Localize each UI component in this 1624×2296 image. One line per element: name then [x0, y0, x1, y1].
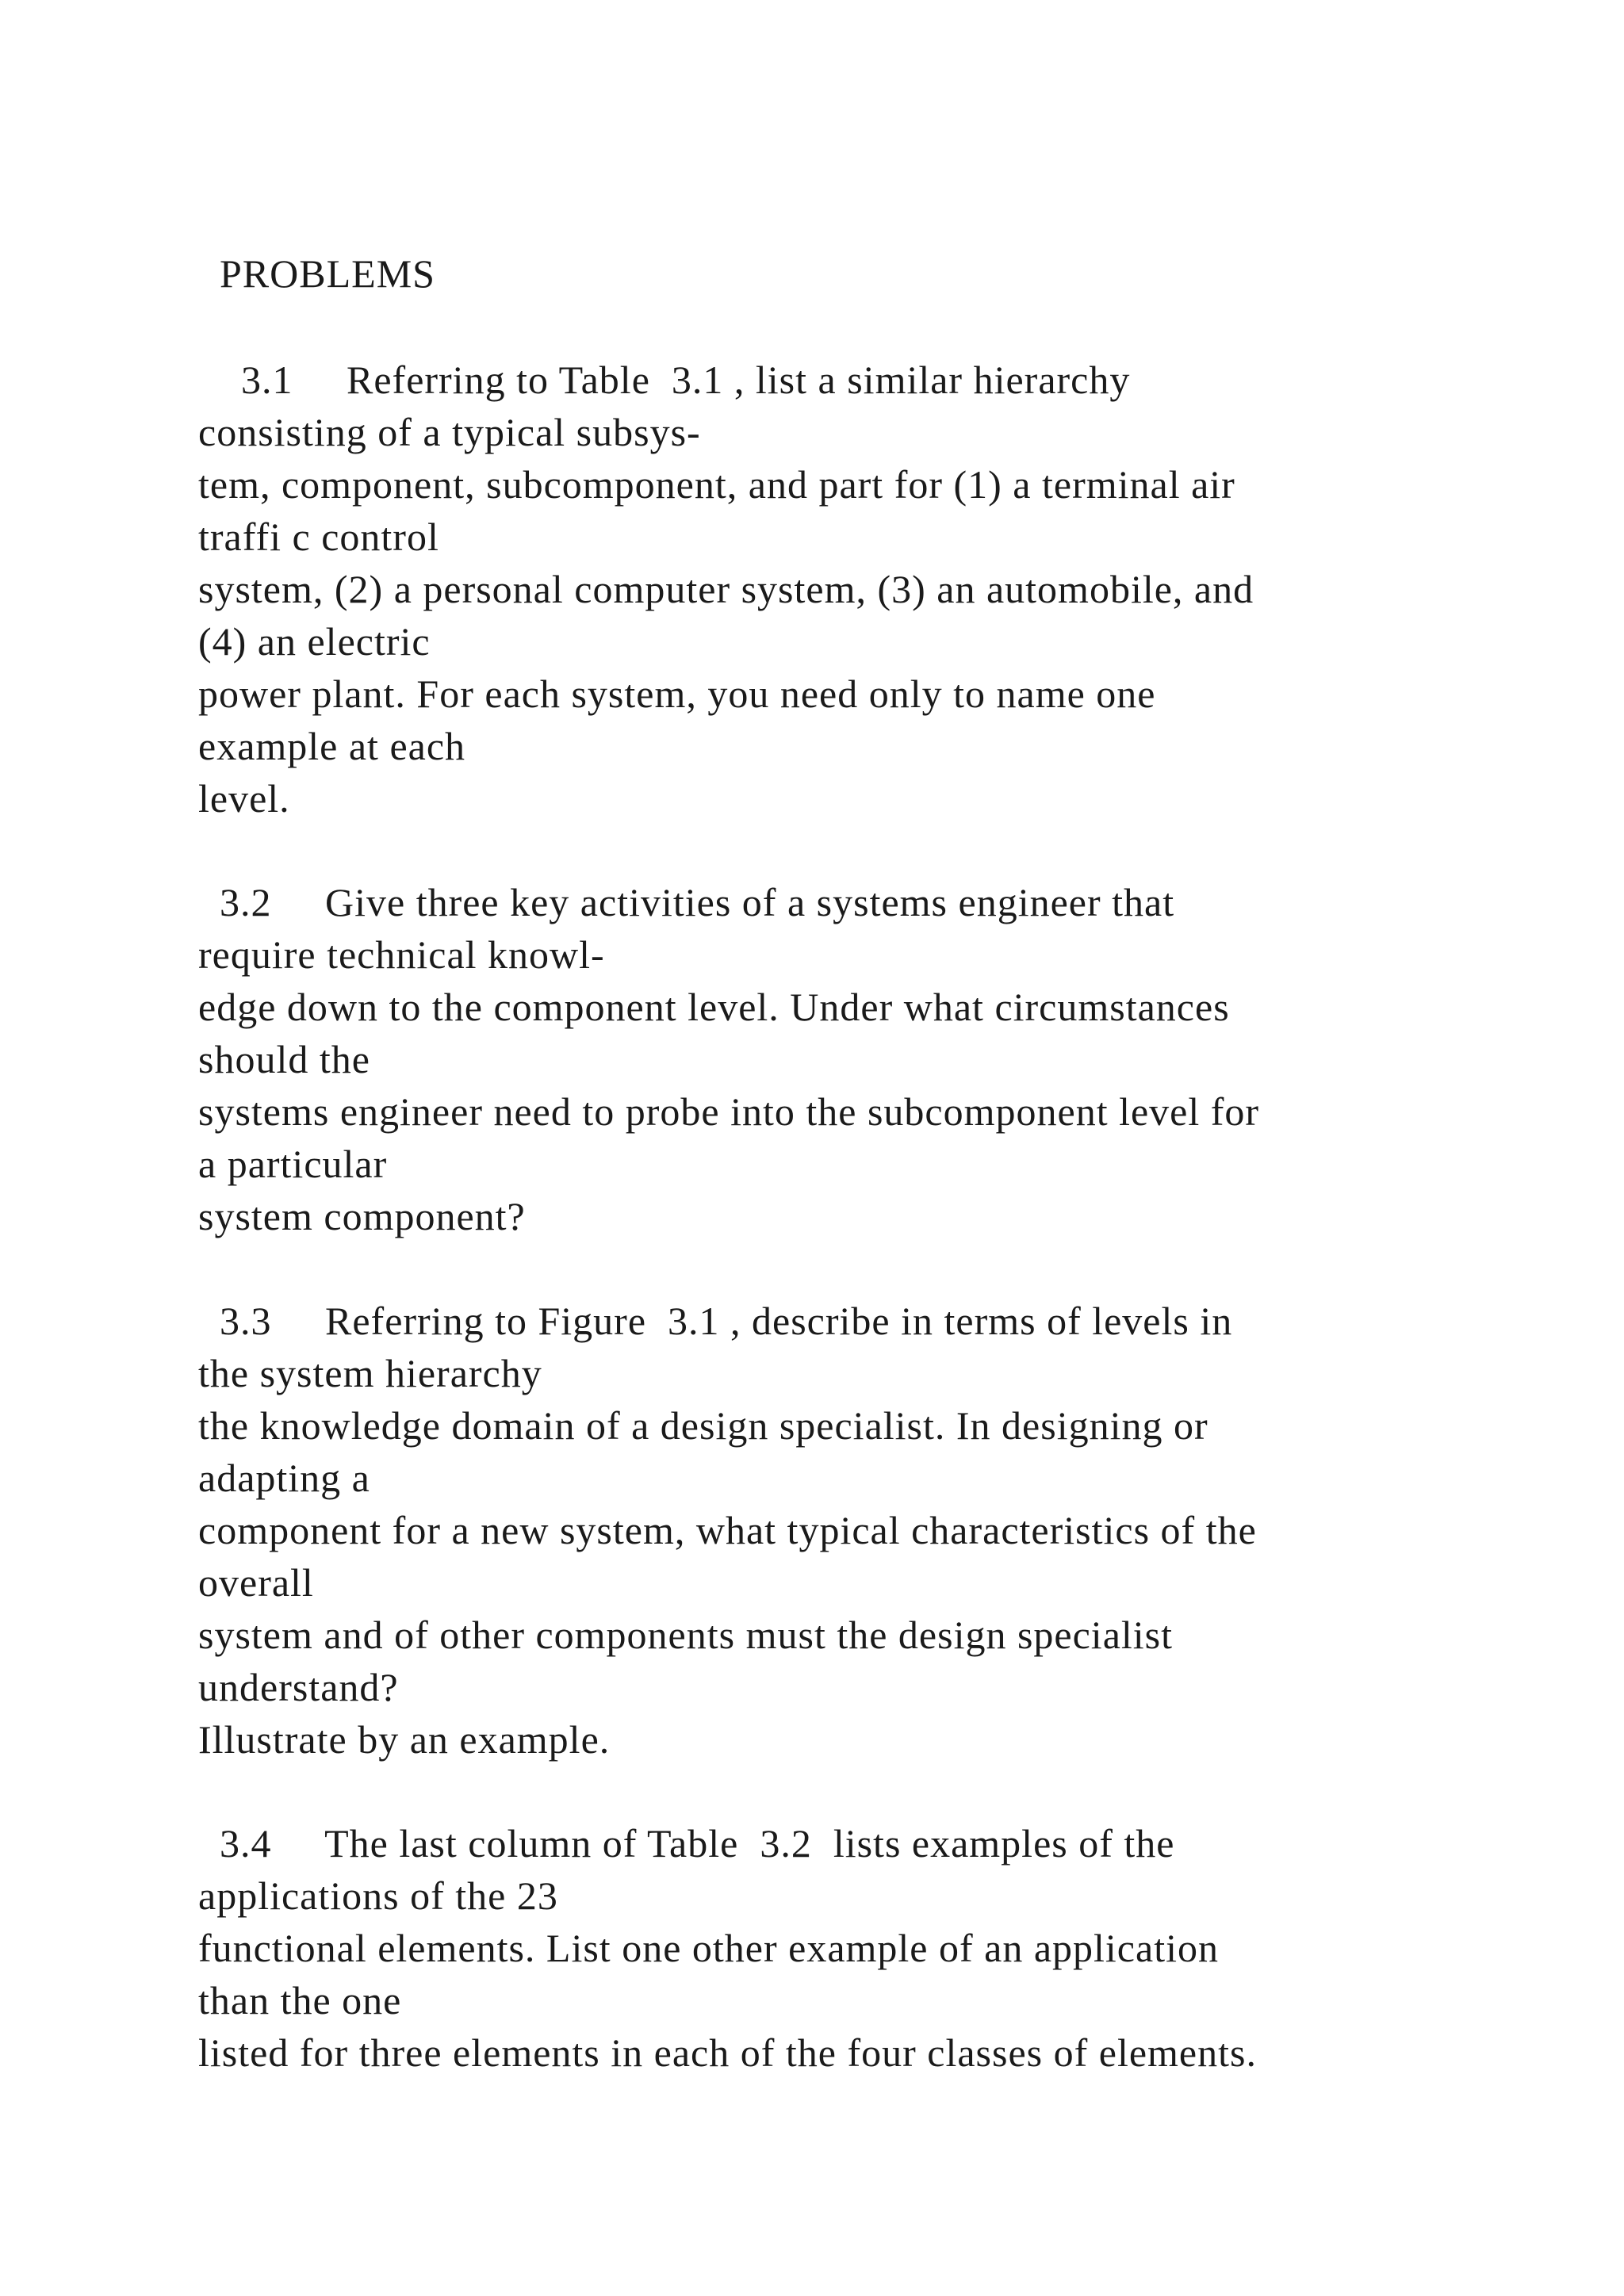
- problem-line: the system hierarchy: [198, 1351, 542, 1395]
- problem-line: consisting of a typical subsys-: [198, 410, 701, 454]
- problem-line: adapting a: [198, 1456, 370, 1500]
- problem-3-4: [198, 1817, 1594, 2079]
- problem-line: edge down to the component level. Under what circumstances: [198, 985, 1230, 1029]
- problem-line: functional elements. List one other example of an application: [198, 1926, 1219, 1970]
- heading-text: PROBLEMS: [198, 251, 435, 296]
- problem-line: 3.3 Referring to Figure 3.1 , describe in terms of levels in: [198, 1299, 1233, 1343]
- problem-line: the knowledge domain of a design specialist. In designing or: [198, 1403, 1208, 1448]
- problem-line: understand?: [198, 1665, 399, 1709]
- problem-line: Illustrate by an example.: [198, 1717, 611, 1762]
- problem-line: 3.4 The last column of Table 3.2 lists examples of the: [198, 1821, 1175, 1866]
- problem-line: component for a new system, what typical characteristics of the: [198, 1508, 1257, 1552]
- problem-line: (4) an electric: [198, 619, 431, 664]
- problem-3-1: [198, 354, 1594, 825]
- problem-line: 3.2 Give three key activities of a systems engineer that: [198, 880, 1175, 924]
- problem-line: require technical knowl-: [198, 932, 605, 977]
- section-heading: [198, 247, 1594, 300]
- problem-line: system and of other components must the design specialist: [198, 1613, 1174, 1657]
- problem-line: system component?: [198, 1194, 526, 1238]
- problem-3-3: [198, 1295, 1594, 1766]
- problem-line: should the: [198, 1037, 370, 1081]
- problem-line: systems engineer need to probe into the subcomponent level for: [198, 1089, 1260, 1134]
- problem-line: example at each: [198, 724, 466, 768]
- problem-line: overall: [198, 1560, 314, 1605]
- problem-line: listed for three elements in each of the four classes of elements.: [198, 2030, 1257, 2075]
- problem-line: applications of the 23: [198, 1873, 558, 1918]
- problem-line: a particular: [198, 1142, 388, 1186]
- problem-line: traffi c control: [198, 515, 439, 559]
- problem-line: tem, component, subcomponent, and part for (1) a terminal air: [198, 462, 1235, 507]
- problem-line: level.: [198, 776, 290, 821]
- problem-line: 3.1 Referring to Table 3.1 , list a similar hierarchy: [198, 358, 1131, 402]
- problem-line: than the one: [198, 1978, 402, 2022]
- problem-line: power plant. For each system, you need only to name one: [198, 672, 1156, 716]
- problem-3-2: [198, 876, 1594, 1242]
- problem-line: system, (2) a personal computer system, (3) an automobile, and: [198, 567, 1254, 611]
